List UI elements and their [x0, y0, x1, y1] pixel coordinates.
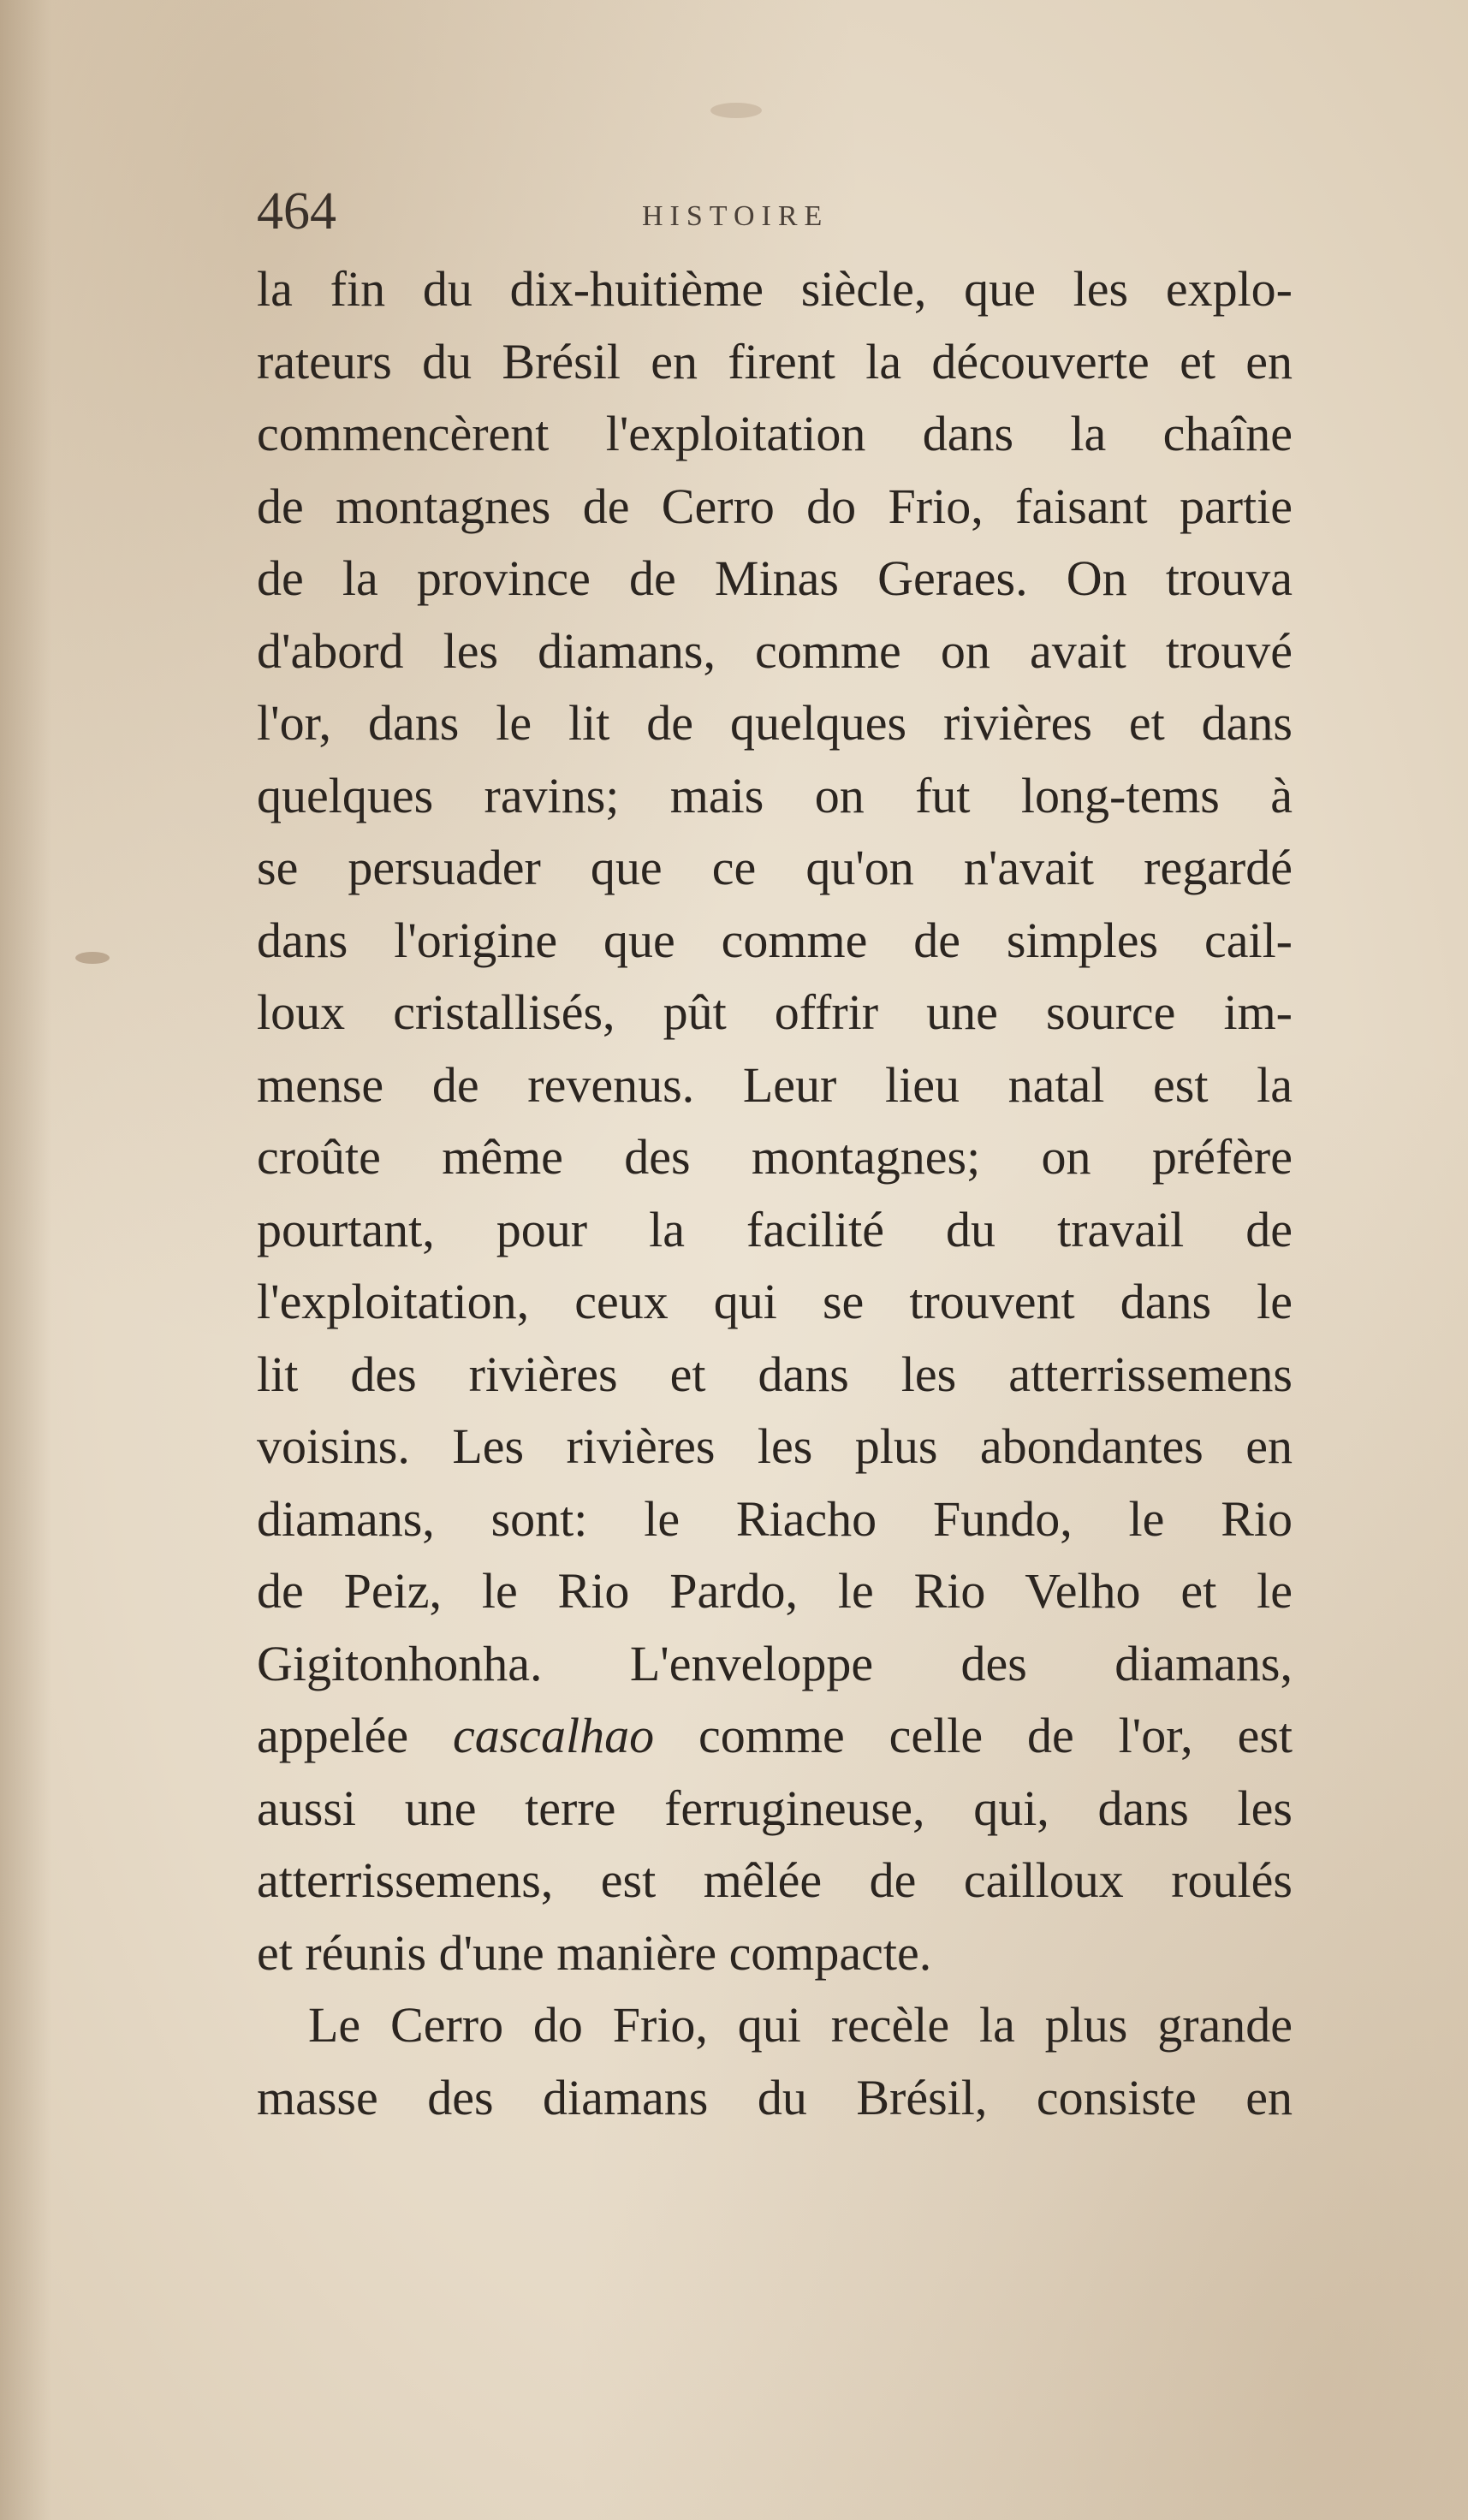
text-line: quelques ravins; mais on fut long-tems à	[257, 767, 1293, 823]
page-number: 464	[257, 182, 336, 241]
text-line: loux cristallisés, pût offrir une source im-	[257, 984, 1293, 1040]
page-gutter-shadow	[0, 0, 51, 2520]
text-line: mense de revenus. Leur lieu natal est la	[257, 1056, 1293, 1113]
paragraph-first-line: Le Cerro do Frio, qui recèle la plus grande	[308, 1997, 1293, 2053]
paper-stain	[75, 952, 110, 964]
text-line-with-italic	[257, 1700, 1293, 1773]
text-line: rateurs du Brésil en firent la découverte et en	[257, 333, 1293, 389]
text-line: se persuader que ce qu'on n'avait regardé	[257, 840, 1293, 895]
text-line: aussi une terre ferrugineuse, qui, dans les	[257, 1780, 1293, 1836]
text-line: Gigitonhonha. L'enveloppe des diamans,	[257, 1635, 1293, 1691]
paper-stain	[710, 103, 762, 118]
text-line: pourtant, pour la facilité du travail de	[257, 1201, 1293, 1257]
text-line: la fin du dix-huitième siècle, que les explo-	[257, 261, 1293, 317]
text-line: masse des diamans du Brésil, consiste en	[257, 2069, 1293, 2125]
page-header	[257, 181, 1275, 250]
text-line: d'abord les diamans, comme on avait trouvé	[257, 622, 1293, 679]
text-line: de Peiz, le Rio Pardo, le Rio Velho et le	[257, 1563, 1293, 1619]
text-line: diamans, sont: le Riacho Fundo, le Rio	[257, 1490, 1293, 1547]
body-text	[257, 253, 1293, 2134]
text-line: l'or, dans le lit de quelques rivières et dans	[257, 695, 1293, 751]
text-line: commencèrent l'exploitation dans la chaîne	[257, 406, 1293, 461]
text-fragment: comme celle de l'or, est	[698, 1708, 1293, 1763]
text-line: atterrissemens, est mêlée de cailloux roulés	[257, 1852, 1293, 1908]
text-line: dans l'origine que comme de simples cail-	[257, 912, 1293, 968]
italic-term: cascalhao	[452, 1708, 655, 1763]
text-line: de la province de Minas Geraes. On trouva	[257, 550, 1293, 606]
text-line: de montagnes de Cerro do Frio, faisant partie	[257, 478, 1293, 534]
text-line: lit des rivières et dans les atterrissemens	[257, 1346, 1293, 1402]
text-line: croûte même des montagnes; on préfère	[257, 1129, 1293, 1185]
text-fragment: appelée	[257, 1708, 409, 1763]
text-line: l'exploitation, ceux qui se trouvent dans le	[257, 1274, 1293, 1329]
paragraph-last-line: et réunis d'une manière compacte.	[257, 1924, 932, 1981]
running-head: HISTOIRE	[642, 200, 829, 232]
text-line: voisins. Les rivières les plus abondantes en	[257, 1418, 1293, 1474]
